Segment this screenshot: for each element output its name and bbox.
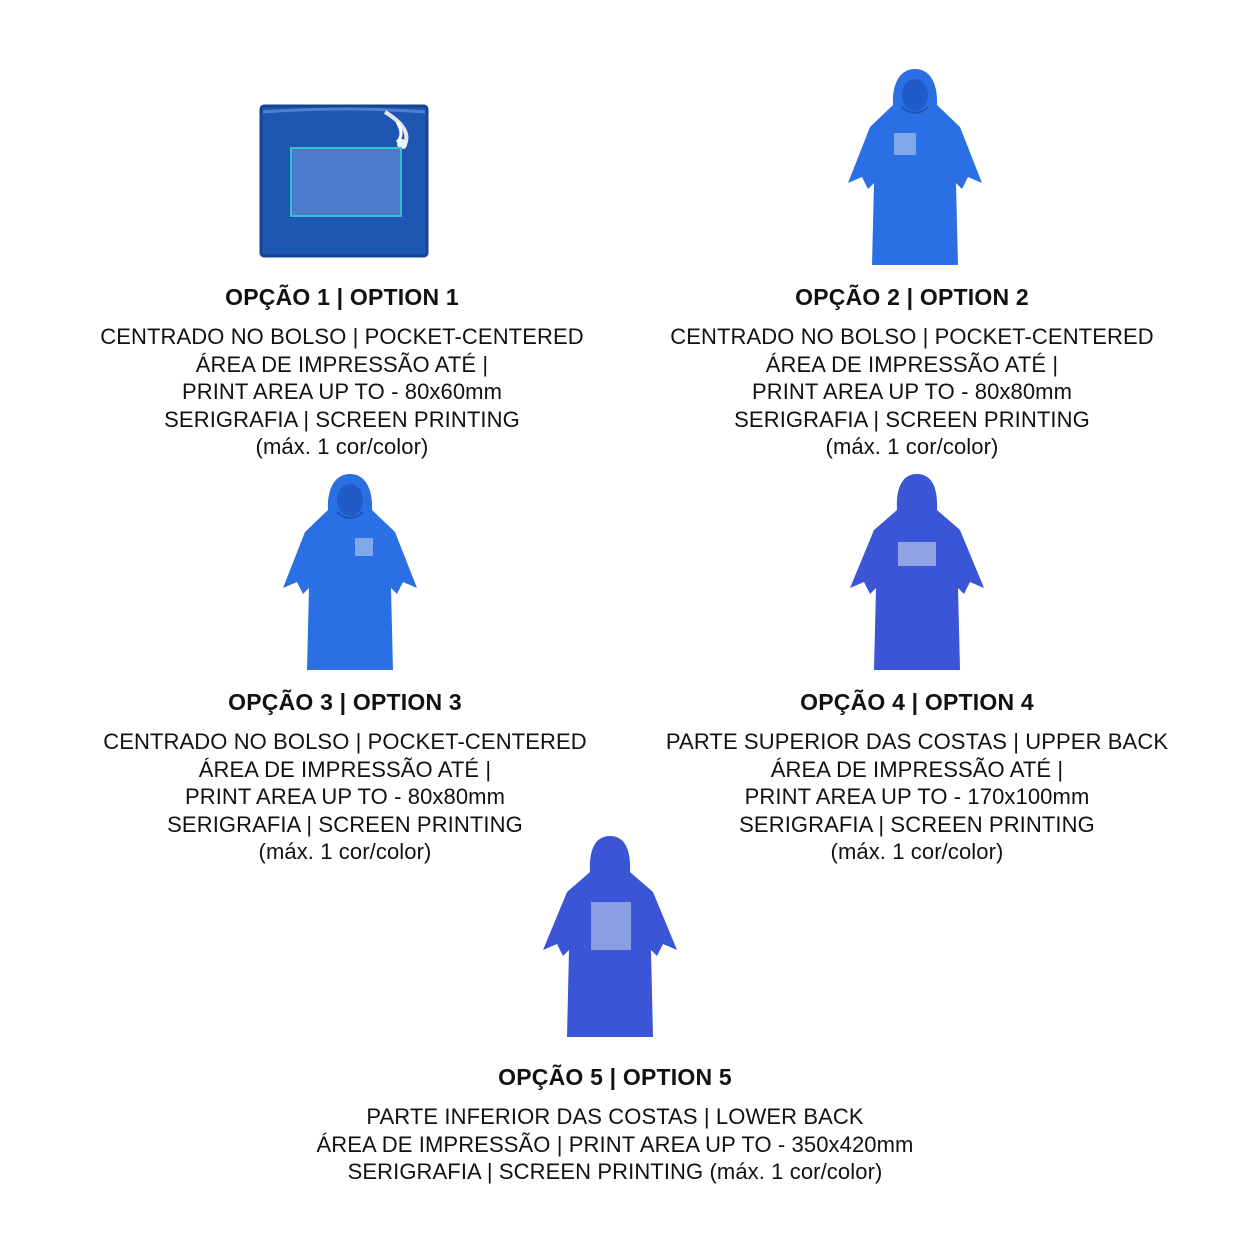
option-5-caption (265, 1064, 965, 1186)
option-title: OPÇÃO 1 | OPTION 1 (225, 284, 459, 310)
option-line: SERIGRAFIA | SCREEN PRINTING (167, 811, 523, 837)
poncho-front-icon (840, 65, 990, 270)
option-line: PARTE INFERIOR DAS COSTAS | LOWER BACK (366, 1104, 864, 1129)
option-line: (máx. 1 cor/color) (255, 434, 429, 459)
option-5-poncho-image (535, 832, 685, 1042)
option-2-caption (632, 284, 1192, 461)
option-1-caption (62, 284, 622, 461)
option-title: OPÇÃO 3 | OPTION 3 (228, 689, 462, 715)
option-line: PARTE SUPERIOR DAS COSTAS | UPPER BACK (665, 729, 1169, 754)
option-line: (máx. 1 cor/color) (830, 839, 1004, 864)
option-line: ÁREA DE IMPRESSÃO ATÉ | (765, 351, 1059, 377)
option-line: (máx. 1 cor/color) (825, 434, 999, 459)
option-4-caption (617, 689, 1217, 866)
option-line: ÁREA DE IMPRESSÃO ATÉ | (770, 756, 1064, 782)
pouch-icon (255, 100, 435, 260)
option-line: SERIGRAFIA | SCREEN PRINTING (734, 406, 1090, 432)
option-title: OPÇÃO 5 | OPTION 5 (498, 1064, 732, 1090)
poncho-back-icon (535, 832, 685, 1042)
option-title: OPÇÃO 2 | OPTION 2 (795, 284, 1029, 310)
option-line: (máx. 1 cor/color) (258, 839, 432, 864)
option-line: CENTRADO NO BOLSO | POCKET-CENTERED (103, 729, 587, 754)
option-line: SERIGRAFIA | SCREEN PRINTING (164, 406, 520, 432)
option-1-pouch-image (255, 100, 435, 260)
option-line: ÁREA DE IMPRESSÃO ATÉ | (198, 756, 492, 782)
option-line: CENTRADO NO BOLSO | POCKET-CENTERED (670, 324, 1154, 349)
option-4-poncho-image (842, 470, 992, 675)
option-line: CENTRADO NO BOLSO | POCKET-CENTERED (100, 324, 584, 349)
option-line: PRINT AREA UP TO - 170x100mm (744, 784, 1090, 809)
option-line: PRINT AREA UP TO - 80x80mm (751, 379, 1073, 404)
option-line: PRINT AREA UP TO - 80x80mm (184, 784, 506, 809)
option-line: ÁREA DE IMPRESSÃO | PRINT AREA UP TO - 350x420mm (316, 1131, 914, 1157)
poncho-front-icon (275, 470, 425, 675)
option-line: SERIGRAFIA | SCREEN PRINTING (máx. 1 cor/color) (347, 1159, 883, 1184)
poncho-back-icon (842, 470, 992, 675)
option-line: PRINT AREA UP TO - 80x60mm (181, 379, 503, 404)
option-2-poncho-image (840, 65, 990, 270)
option-line: SERIGRAFIA | SCREEN PRINTING (739, 811, 1095, 837)
option-line: ÁREA DE IMPRESSÃO ATÉ | (195, 351, 489, 377)
option-title: OPÇÃO 4 | OPTION 4 (800, 689, 1034, 715)
option-3-poncho-image (275, 470, 425, 675)
